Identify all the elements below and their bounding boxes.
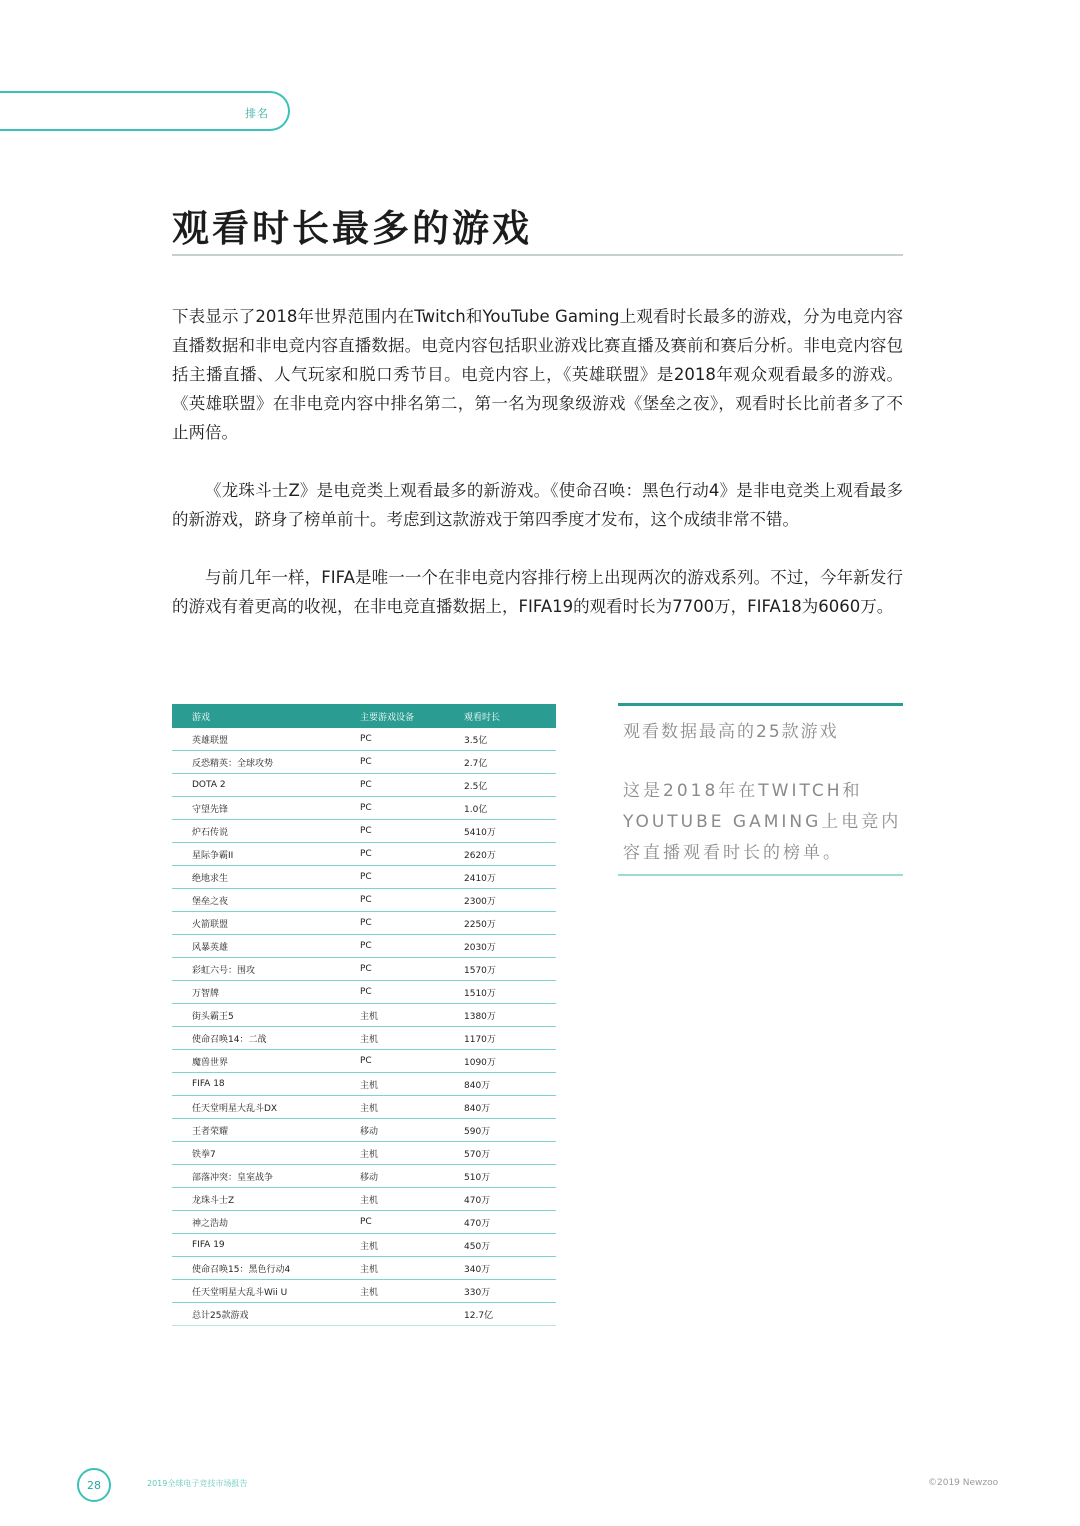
header-device: 主要游戏设备 [360,704,464,728]
page-number [77,1468,111,1502]
cell-device: 移动 [360,1165,464,1188]
cell-device: PC [360,912,464,935]
cell-device: PC [360,866,464,889]
cell-hours: 2.7亿 [464,751,556,774]
cell-device: 主机 [360,1004,464,1027]
footer-copyright: ©2019 Newzoo [928,1478,999,1488]
cell-device: PC [360,728,464,751]
table-row [172,1211,556,1234]
cell-device: 主机 [360,1280,464,1303]
cell-hours: 1380万 [464,1004,556,1027]
cell-device: 主机 [360,1257,464,1280]
cell-game: 魔兽世界 [172,1050,360,1073]
table-row [172,866,556,889]
table-row [172,889,556,912]
cell-device: PC [360,889,464,912]
table-row [172,1165,556,1188]
cell-game: 堡垒之夜 [172,889,360,912]
cell-game: 使命召唤15：黑色行动4 [172,1257,360,1280]
cell-game: 任天堂明星大乱斗Wii U [172,1280,360,1303]
cell-game: 部落冲突：皇室战争 [172,1165,360,1188]
cell-game: 风暴英雄 [172,935,360,958]
cell-hours: 470万 [464,1188,556,1211]
total-hours: 12.7亿 [464,1303,556,1326]
header-game: 游戏 [172,704,360,728]
page-number-label: 28 [87,1478,101,1492]
table-row [172,958,556,981]
cell-game: 火箭联盟 [172,912,360,935]
cell-hours: 2620万 [464,843,556,866]
cell-game: 星际争霸II [172,843,360,866]
callout-top-divider [618,703,903,706]
cell-game: FIFA 18 [172,1073,360,1096]
cell-game: 铁拳7 [172,1142,360,1165]
cell-device: PC [360,981,464,1004]
table-row [172,728,556,751]
table-row [172,1073,556,1096]
cell-hours: 840万 [464,1096,556,1119]
cell-hours: 2300万 [464,889,556,912]
cell-hours: 2410万 [464,866,556,889]
cell-hours: 570万 [464,1142,556,1165]
section-tab-label: 排名 [245,107,269,120]
header-hours: 观看时长 [464,704,556,728]
cell-hours: 590万 [464,1119,556,1142]
fifa-paragraph: 与前几年一样，FIFA是唯一一个在非电竞内容排行榜上出现两次的游戏系列。不过，今年新发行的游戏有着更高的收视，在非电竞直播数据上，FIFA19的观看时长为7700万，FIFA18为6060万。 [172,568,903,616]
cell-game: DOTA 2 [172,774,360,797]
cell-hours: 1090万 [464,1050,556,1073]
cell-game: 炉石传说 [172,820,360,843]
cell-device: PC [360,751,464,774]
cell-hours: 1170万 [464,1027,556,1050]
table-row [172,1280,556,1303]
table-row [172,1257,556,1280]
cell-hours: 1510万 [464,981,556,1004]
table-row [172,1234,556,1257]
cell-hours: 3.5亿 [464,728,556,751]
cell-device: PC [360,797,464,820]
cell-device: 主机 [360,1027,464,1050]
table-row [172,820,556,843]
cell-hours: 2250万 [464,912,556,935]
table-row [172,1188,556,1211]
page-title: 观看时长最多的游戏 [172,207,532,250]
cell-device: 主机 [360,1073,464,1096]
cell-device: 主机 [360,1142,464,1165]
cell-game: 万智牌 [172,981,360,1004]
cell-game: 英雄联盟 [172,728,360,751]
cell-hours: 510万 [464,1165,556,1188]
cell-game: 任天堂明星大乱斗DX [172,1096,360,1119]
cell-game: 使命召唤14：二战 [172,1027,360,1050]
cell-device: PC [360,1211,464,1234]
intro-paragraph: 下表显示了2018年世界范围内在Twitch和YouTube Gaming上观看时长最多的游戏，分为电竞内容直播数据和非电竞内容直播数据。电竞内容包括职业游戏比赛直播及赛前和赛后分析。非电竞内容包括主播直播、人气玩家和脱口秀节目。电竞内容上，《英雄联盟》是2018年观众观看最多的游戏。《英雄联盟》在非电竞内容中排名第二，第一名为现象级游戏《堡垒之夜》，观看时长比前者多了不止两倍。 [172,307,903,442]
title-divider [172,254,903,256]
footer-report-name: 2019全球电子竞技市场报告 [147,1479,248,1488]
table-row [172,935,556,958]
table-row [172,843,556,866]
top-games-table [172,704,556,1326]
cell-game: 龙珠斗士Z [172,1188,360,1211]
cell-hours: 2.5亿 [464,774,556,797]
cell-hours: 2030万 [464,935,556,958]
cell-game: FIFA 19 [172,1234,360,1257]
cell-hours: 450万 [464,1234,556,1257]
cell-hours: 840万 [464,1073,556,1096]
table-total-row [172,1303,556,1326]
cell-hours: 330万 [464,1280,556,1303]
cell-device: 移动 [360,1119,464,1142]
cell-game: 反恐精英：全球攻势 [172,751,360,774]
cell-device: PC [360,935,464,958]
table-row [172,1119,556,1142]
callout-bottom-divider [618,874,903,876]
table-row [172,1096,556,1119]
cell-game: 守望先锋 [172,797,360,820]
cell-hours: 340万 [464,1257,556,1280]
cell-game: 彩虹六号：围攻 [172,958,360,981]
table-row [172,774,556,797]
table-row [172,1142,556,1165]
table-header-row [172,704,556,728]
cell-device: 主机 [360,1234,464,1257]
total-label: 总计25款游戏 [172,1303,360,1326]
cell-hours: 1.0亿 [464,797,556,820]
table-row [172,797,556,820]
cell-device: PC [360,843,464,866]
table-row [172,1027,556,1050]
table-row [172,1004,556,1027]
cell-device: PC [360,958,464,981]
cell-hours: 1570万 [464,958,556,981]
cell-hours: 470万 [464,1211,556,1234]
cell-game: 街头霸王5 [172,1004,360,1027]
total-device [360,1303,464,1326]
table-body [172,728,556,1326]
table-row [172,912,556,935]
callout-title: 观看数据最高的25款游戏 [623,722,839,742]
new-games-paragraph: 《龙珠斗士Z》是电竞类上观看最多的新游戏。《使命召唤：黑色行动4》是非电竞类上观看最多的新游戏，跻身了榜单前十。考虑到这款游戏于第四季度才发布，这个成绩非常不错。 [172,481,903,529]
cell-game: 绝地求生 [172,866,360,889]
cell-device: PC [360,820,464,843]
callout-body: 这是2018年在TWITCH和YOUTUBE GAMING上电竞内容直播观看时长的榜单。 [623,781,902,863]
cell-device: 主机 [360,1096,464,1119]
cell-device: PC [360,774,464,797]
cell-game: 王者荣耀 [172,1119,360,1142]
cell-device: 主机 [360,1188,464,1211]
cell-device: PC [360,1050,464,1073]
table-row [172,981,556,1004]
table-row [172,1050,556,1073]
cell-game: 神之浩劫 [172,1211,360,1234]
cell-hours: 5410万 [464,820,556,843]
table-row [172,751,556,774]
